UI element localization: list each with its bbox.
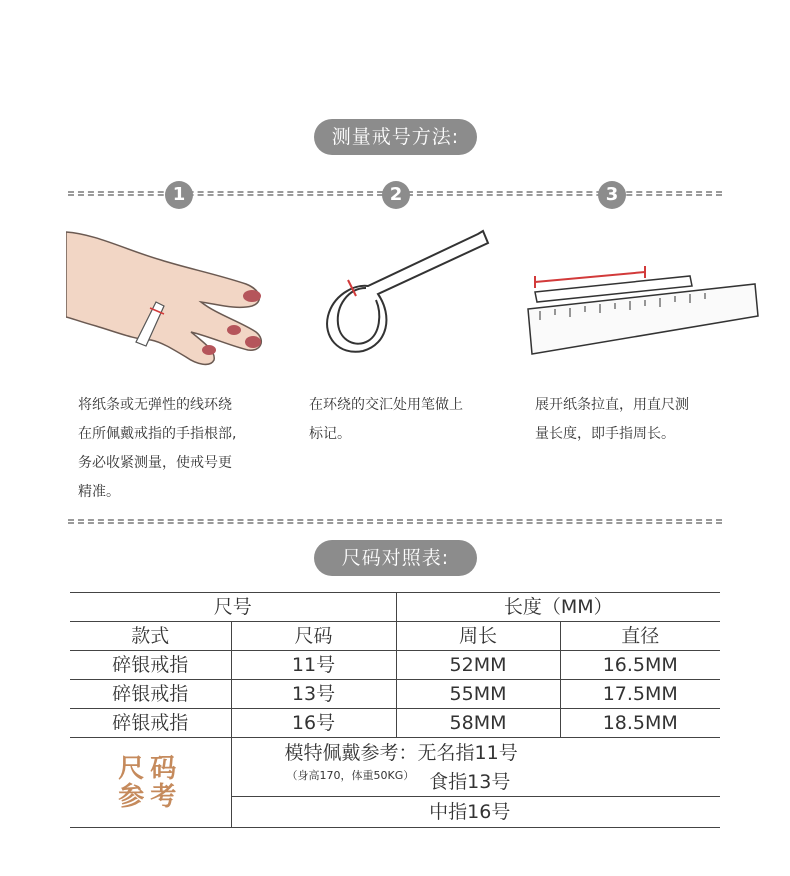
step-1-line: 务必收紧测量，使戒号更 (78, 455, 232, 471)
cell-size: 11号 (231, 651, 396, 680)
table-group-header (70, 593, 720, 622)
step-3-line: 量长度，即手指周长。 (535, 426, 675, 442)
step-3-text (535, 391, 735, 449)
reference-index-finger: 食指13号 (429, 771, 511, 793)
divider-bottom (68, 519, 722, 524)
cell-circumference: 52MM (396, 651, 560, 680)
loop-illustration (318, 226, 493, 361)
reference-middle-finger: 中指16号 (429, 801, 511, 823)
size-table (70, 592, 720, 828)
cell-style: 碎银戒指 (70, 680, 231, 709)
step-2-text (309, 391, 509, 449)
step-2-line: 标记。 (309, 426, 351, 442)
column-header: 尺码 (231, 622, 396, 651)
step-1-line: 在所佩戴戒指的手指根部, (78, 426, 237, 442)
hand-illustration (66, 222, 276, 367)
measure-title: 测量戒号方法: (314, 119, 477, 155)
reference-ring-finger: 无名指11号 (417, 742, 518, 764)
reference-label-line: 尺码 (118, 753, 183, 784)
step-2-number: 2 (382, 181, 410, 209)
reference-label (70, 738, 231, 828)
step-2-line: 在环绕的交汇处用笔做上 (309, 397, 463, 413)
step-1-line: 将纸条或无弹性的线环绕 (78, 397, 232, 413)
table-row (70, 709, 720, 738)
ruler-illustration (520, 254, 760, 359)
reference-label-line: 参考 (118, 781, 183, 812)
table-column-header (70, 622, 720, 651)
table-row (70, 651, 720, 680)
cell-size: 13号 (231, 680, 396, 709)
cell-style: 碎银戒指 (70, 709, 231, 738)
cell-diameter: 17.5MM (560, 680, 720, 709)
table-row (70, 680, 720, 709)
step-3-number: 3 (598, 181, 626, 209)
cell-style: 碎银戒指 (70, 651, 231, 680)
step-1-text (78, 391, 278, 507)
cell-diameter: 16.5MM (560, 651, 720, 680)
step-3-line: 展开纸条拉直，用直尺测 (535, 397, 689, 413)
cell-circumference: 58MM (396, 709, 560, 738)
step-1-line: 精准。 (78, 484, 120, 500)
column-header: 款式 (70, 622, 231, 651)
column-header: 直径 (560, 622, 720, 651)
size-table-title: 尺码对照表: (314, 540, 477, 576)
reference-middle-line (231, 797, 720, 828)
cell-diameter: 18.5MM (560, 709, 720, 738)
reference-index-line (231, 768, 720, 797)
cell-size: 16号 (231, 709, 396, 738)
header-size-group: 尺号 (70, 593, 396, 622)
reference-model-stats: （身高170，体重50KG） (286, 769, 415, 782)
cell-circumference: 55MM (396, 680, 560, 709)
column-header: 周长 (396, 622, 560, 651)
header-length-group: 长度（MM） (396, 593, 720, 622)
step-1-number: 1 (165, 181, 193, 209)
reference-model-prefix: 模特佩戴参考： (284, 742, 418, 764)
